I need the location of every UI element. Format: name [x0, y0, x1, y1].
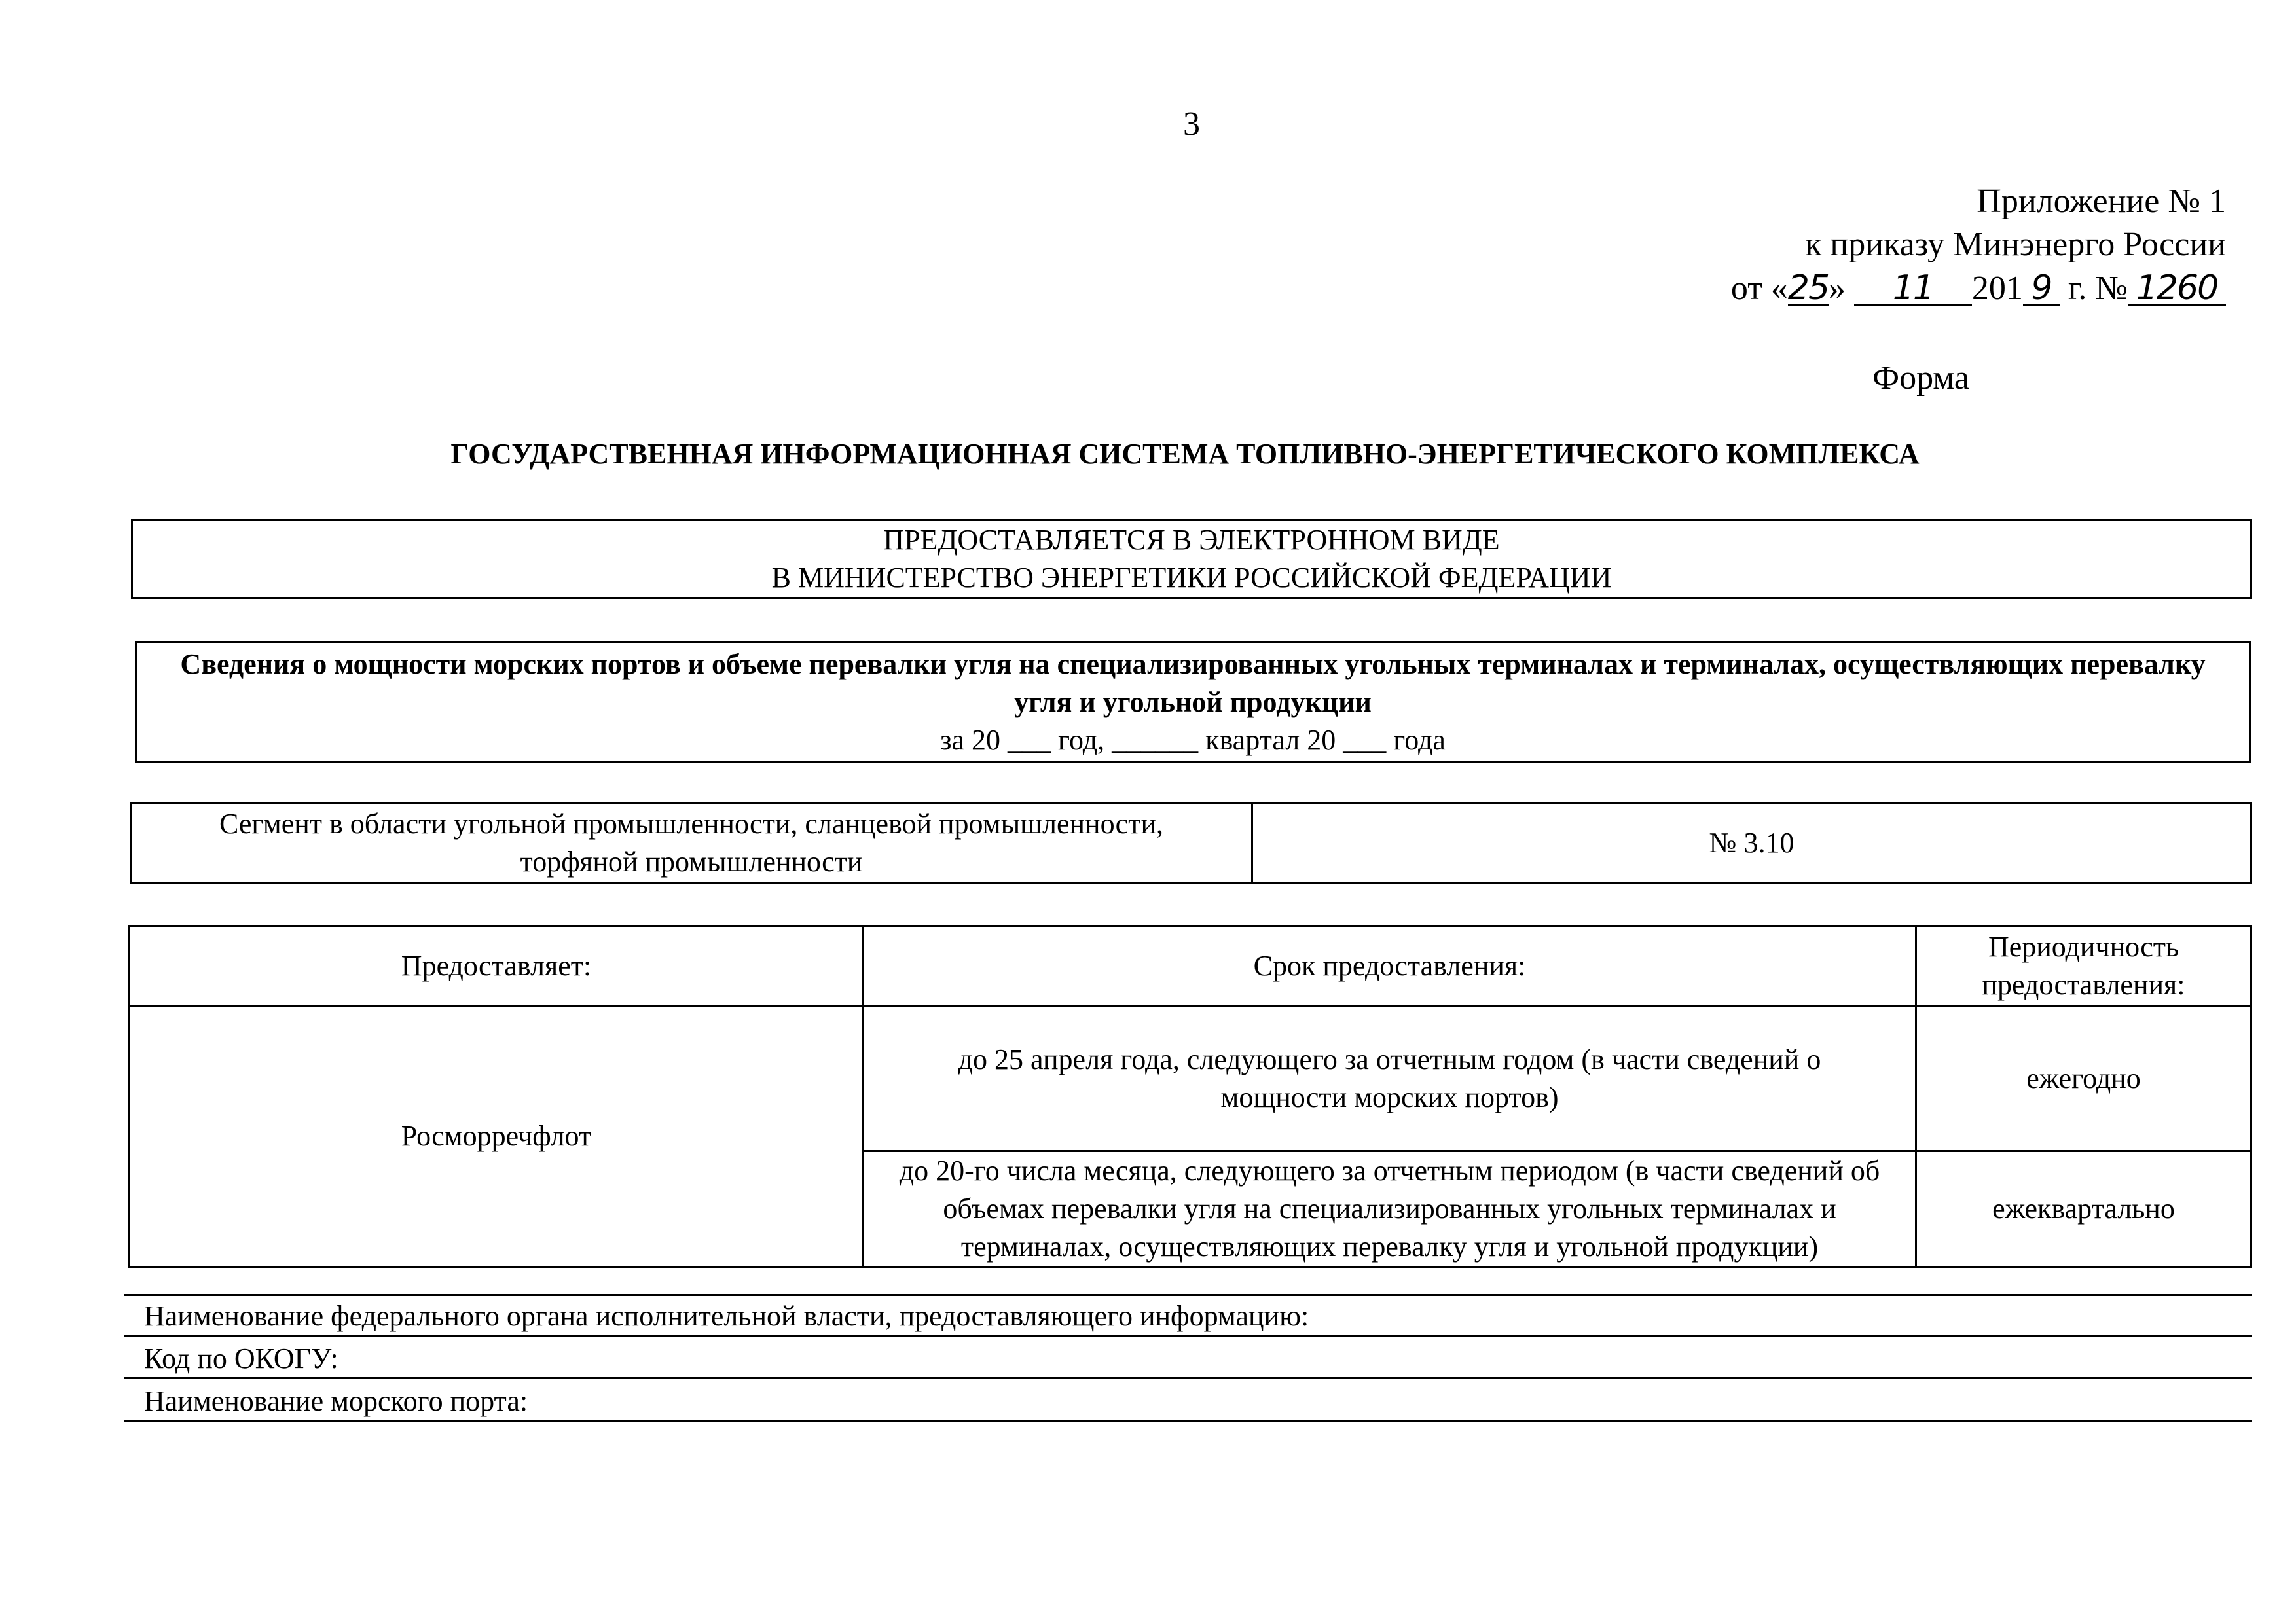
authority-name-field[interactable]: Наименование федерального органа исполнительной власти, предоставляющего информацию: — [124, 1296, 2252, 1337]
number-prefix: г. № — [2059, 270, 2128, 307]
okogu-code-field[interactable]: Код по ОКОГУ: — [124, 1339, 2252, 1379]
frequency-annual: ежегодно — [1916, 1006, 2251, 1151]
segment-table — [130, 802, 2252, 884]
header-provider: Предоставляет: — [130, 926, 864, 1006]
date-mid: » — [1828, 270, 1846, 307]
frequency-quarterly: ежеквартально — [1916, 1151, 2251, 1267]
order-date-line — [1676, 266, 2226, 310]
submission-line-2: В МИНИСТЕРСТВО ЭНЕРГЕТИКИ РОССИЙСКОЙ ФЕДЕРАЦИИ — [771, 562, 1612, 594]
order-number: 1260 — [2128, 266, 2226, 306]
order-day: 25 — [1788, 266, 1829, 306]
deadline-quarterly: до 20-го числа месяца, следующего за отчетным периодом (в части сведений об объемах перевалки угля на специализированных угольных терминалах и терминалах, осуществляющих перевалку угля и угольной продукции) — [864, 1151, 1916, 1267]
order-month: 11 — [1854, 266, 1972, 306]
report-title-box — [135, 641, 2251, 763]
deadline-annual: до 25 апреля года, следующего за отчетным годом (в части сведений о мощности морских портов) — [864, 1006, 1916, 1151]
system-title: ГОСУДАРСТВЕННАЯ ИНФОРМАЦИОННАЯ СИСТЕМА ТОПЛИВНО-ЭНЕРГЕТИЧЕСКОГО КОМПЛЕКСА — [450, 438, 1920, 470]
schedule-header-row — [130, 926, 2251, 1006]
page-number: 3 — [1183, 105, 1200, 143]
submission-line-1: ПРЕДОСТАВЛЯЕТСЯ В ЭЛЕКТРОННОМ ВИДЕ — [883, 524, 1500, 556]
header-deadline: Срок предоставления: — [864, 926, 1916, 1006]
provider-cell: Росморречфлот — [130, 1006, 864, 1267]
form-label: Форма — [1872, 359, 1969, 397]
header-frequency: Периодичность предоставления: — [1916, 926, 2251, 1006]
order-year-digit: 9 — [2023, 266, 2060, 306]
schedule-table — [128, 925, 2252, 1268]
port-name-field[interactable]: Наименование морского порта: — [124, 1381, 2252, 1422]
submission-box — [131, 519, 2252, 599]
schedule-row — [130, 1006, 2251, 1151]
appendix-title: Приложение № 1 — [1977, 183, 2226, 220]
segment-label: Сегмент в области угольной промышленности, сланцевой промышленности, торфяной промышленности — [131, 803, 1252, 883]
report-period: за 20 ___ год, ______ квартал 20 ___ года — [940, 723, 1446, 756]
appendix-header — [1676, 180, 2226, 310]
report-title: Сведения о мощности морских портов и объеме перевалки угля на специализированных угольных терминалах и терминалах, осуществляющих перевалку угля и угольной продукции — [180, 647, 2206, 718]
year-prefix: 201 — [1971, 270, 2023, 307]
date-prefix: от « — [1730, 270, 1788, 307]
segment-number: № 3.10 — [1252, 803, 2251, 883]
order-reference: к приказу Минэнерго России — [1805, 226, 2226, 263]
